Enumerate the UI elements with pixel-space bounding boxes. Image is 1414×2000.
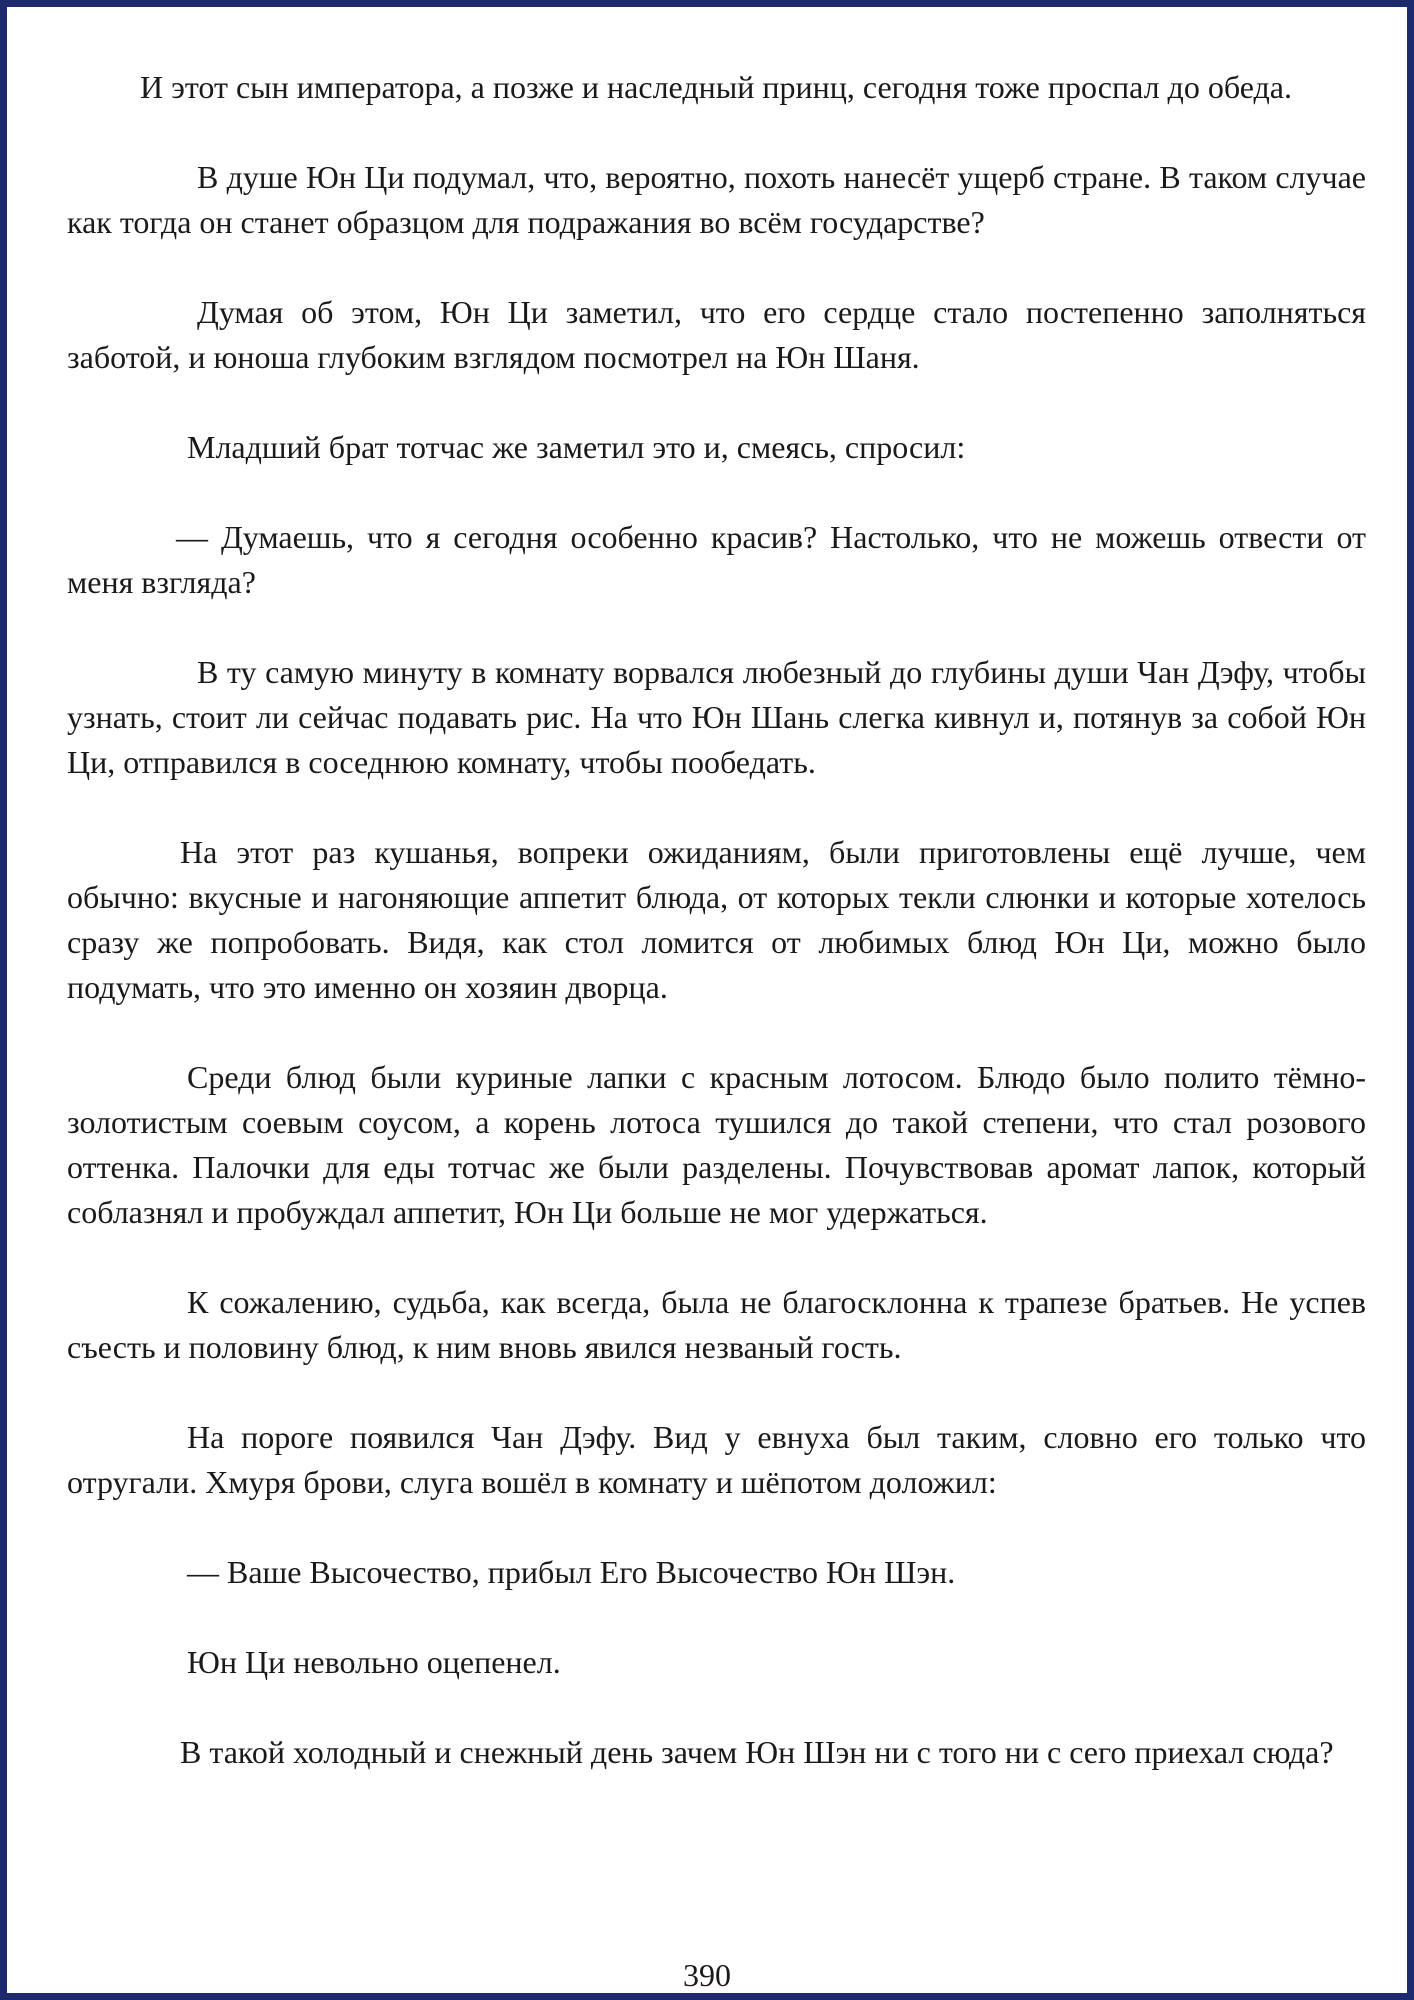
page-number: 390 bbox=[683, 1957, 731, 1993]
paragraph-4: Младший брат тотчас же заметил это и, смеясь, спросил: bbox=[187, 429, 966, 465]
paragraph-2: В душе Юн Ци подумал, что, вероятно, похоть нанесёт ущерб стране. В таком случае как тогда он станет образцом для подражания во всём государстве? bbox=[67, 159, 1366, 240]
paragraph-5-dialogue: — Думаешь, что я сегодня особенно красив? Настолько, что не можешь отвести от меня взгляда? bbox=[67, 519, 1366, 600]
paragraph-12: Юн Ци невольно оцепенел. bbox=[187, 1644, 561, 1680]
paragraph-1: И этот сын императора, а позже и наследный принц, сегодня тоже проспал до обеда. bbox=[140, 69, 1292, 105]
paragraph-3: Думая об этом, Юн Ци заметил, что его сердце стало постепенно заполняться заботой, и юноша глубоким взглядом посмотрел на Юн Шаня. bbox=[67, 294, 1366, 375]
paragraph-7: На этот раз кушанья, вопреки ожиданиям, были приготовлены ещё лучше, чем обычно: вкусные и нагоняющие аппетит блюда, от которых текли слюнки и которые хотелось сразу же попробовать. Видя, как стол ломится от любимых блюд Юн Ци, можно было подумать, что это именно он хозяин дворца. bbox=[67, 834, 1366, 1005]
paragraph-6: В ту самую минуту в комнату ворвался любезный до глубины души Чан Дэфу, чтобы узнать, стоит ли сейчас подавать рис. На что Юн Шань слегка кивнул и, потянув за собой Юн Ци, отправился в соседнюю комнату, чтобы пообедать. bbox=[67, 654, 1366, 780]
page-body bbox=[67, 65, 1366, 1820]
paragraph-9: К сожалению, судьба, как всегда, была не благосклонна к трапезе братьев. Не успев съесть и половину блюд, к ним вновь явился незваный гость. bbox=[67, 1284, 1366, 1365]
paragraph-8: Среди блюд были куриные лапки с красным лотосом. Блюдо было полито тёмно-золотистым соевым соусом, а корень лотоса тушился до такой степени, что стал розового оттенка. Палочки для еды тотчас же были разделены. Почувствовав аромат лапок, который соблазнял и пробуждал аппетит, Юн Ци больше не мог удержаться. bbox=[67, 1059, 1366, 1230]
paragraph-13: В такой холодный и снежный день зачем Юн Шэн ни с того ни с сего приехал сюда? bbox=[180, 1734, 1334, 1770]
paragraph-10: На пороге появился Чан Дэфу. Вид у евнуха был таким, словно его только что отругали. Хмуря брови, слуга вошёл в комнату и шёпотом доложил: bbox=[67, 1419, 1366, 1500]
paragraph-11-dialogue: — Ваше Высочество, прибыл Его Высочество Юн Шэн. bbox=[187, 1554, 956, 1590]
